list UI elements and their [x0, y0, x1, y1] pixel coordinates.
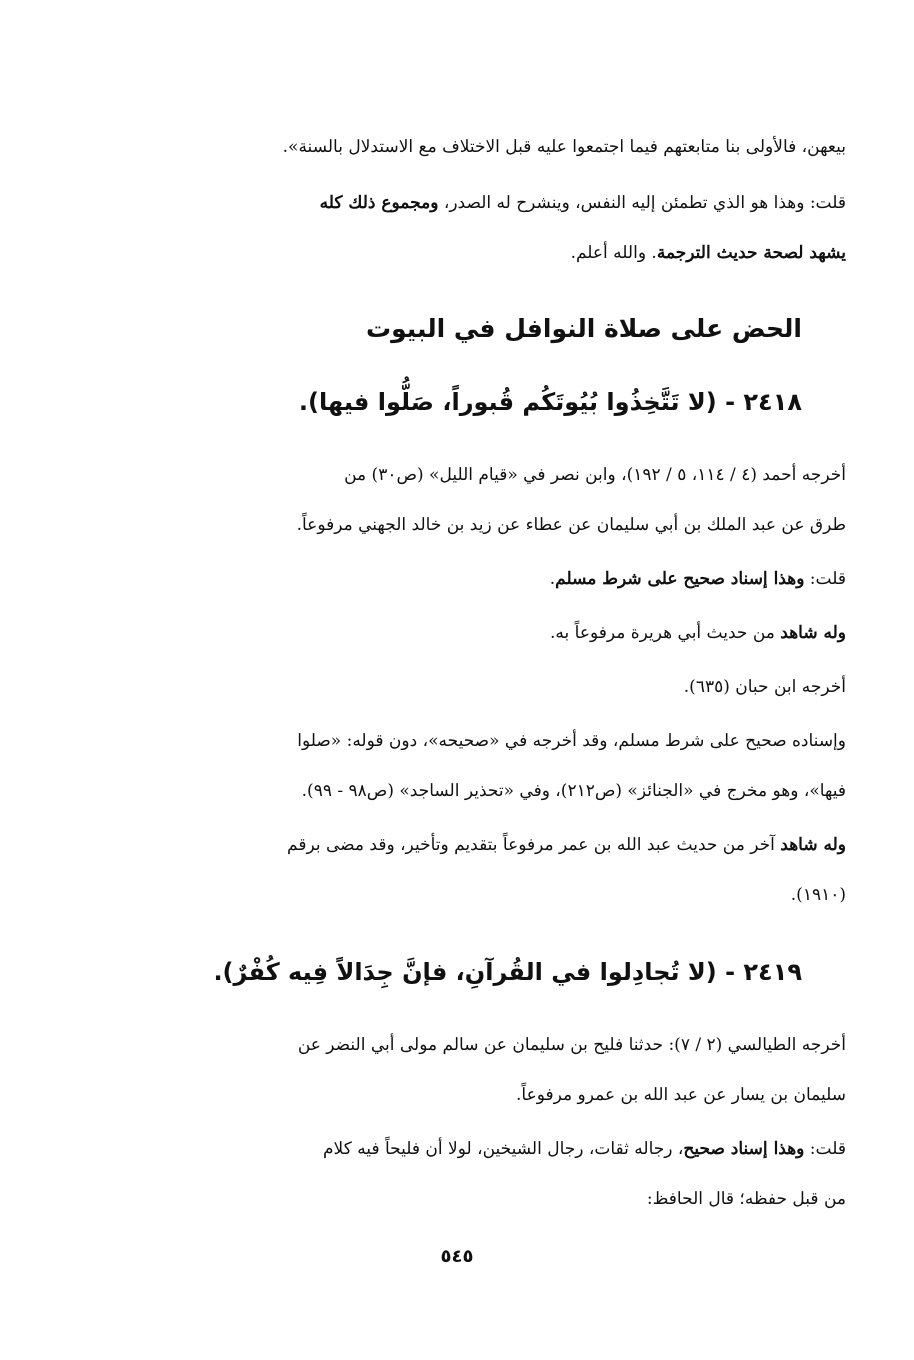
text-line: فيها»، وهو مخرج في «الجنائز» (ص٢١٢)، وفي «تحذير الساجد» (ص٩٨ - ٩٩).: [301, 781, 846, 801]
hadith-title-2419: ٢٤١٩ - (لا تُجادِلوا في القُرآنِ، فإنَّ جِدَالاً فِيه كُفْرٌ).: [213, 958, 802, 986]
text-line: قلت: وهذا هو الذي تطمئن إليه النفس، وينشرح له الصدر، ومجموع ذلك كله: [319, 193, 846, 213]
hadith-2419-commentary: [112, 1020, 846, 1224]
text-line: وإسناده صحيح على شرط مسلم، وقد أخرجه في «صحيحه»، دون قوله: «صلوا: [297, 731, 846, 751]
text-line: من قبل حفظه؛ قال الحافظ:: [646, 1189, 846, 1209]
text-line: (١٩١٠).: [790, 885, 846, 905]
text-line: أخرجه ابن حبان (٦٣٥).: [683, 677, 846, 697]
page-number: ٥٤٥: [440, 1246, 474, 1267]
text-line: يشهد لصحة حديث الترجمة. والله أعلم.: [570, 243, 846, 263]
text-line: أخرجه الطيالسي (٢ / ٧): حدثنا فليح بن سليمان عن سالم مولى أبي النضر عن: [297, 1035, 846, 1055]
intro-paragraph-block: [112, 122, 846, 278]
text-line: طرق عن عبد الملك بن أبي سليمان عن عطاء عن زيد بن خالد الجهني مرفوعاً.: [296, 515, 846, 535]
hadith-2418-commentary: [112, 450, 846, 920]
text-line: قلت: وهذا إسناد صحيح، رجاله ثقات، رجال الشيخين، لولا أن فليحاً فيه كلام: [323, 1139, 846, 1159]
text-line: بيعهن، فالأولى بنا متابعتهم فيما اجتمعوا عليه قبل الاختلاف مع الاستدلال بالسنة».: [282, 137, 846, 157]
text-line: وله شاهد من حديث أبي هريرة مرفوعاً به.: [549, 623, 846, 643]
text-line: أخرجه أحمد (٤ / ١١٤، ٥ / ١٩٢)، وابن نصر في «قيام الليل» (ص٣٠) من: [344, 465, 846, 485]
text-line: وله شاهد آخر من حديث عبد الله بن عمر مرفوعاً بتقديم وتأخير، وقد مضى برقم: [287, 835, 846, 855]
text-line: سليمان بن يسار عن عبد الله بن عمرو مرفوعاً.: [516, 1085, 846, 1105]
hadith-title-2418: ٢٤١٨ - (لا تَتَّخِذُوا بُيُوتَكُم قُبوراً، صَلُّوا فيها).: [298, 388, 802, 416]
text-line: قلت: وهذا إسناد صحيح على شرط مسلم.: [549, 569, 846, 589]
chapter-heading: الحض على صلاة النوافل في البيوت: [366, 314, 802, 343]
